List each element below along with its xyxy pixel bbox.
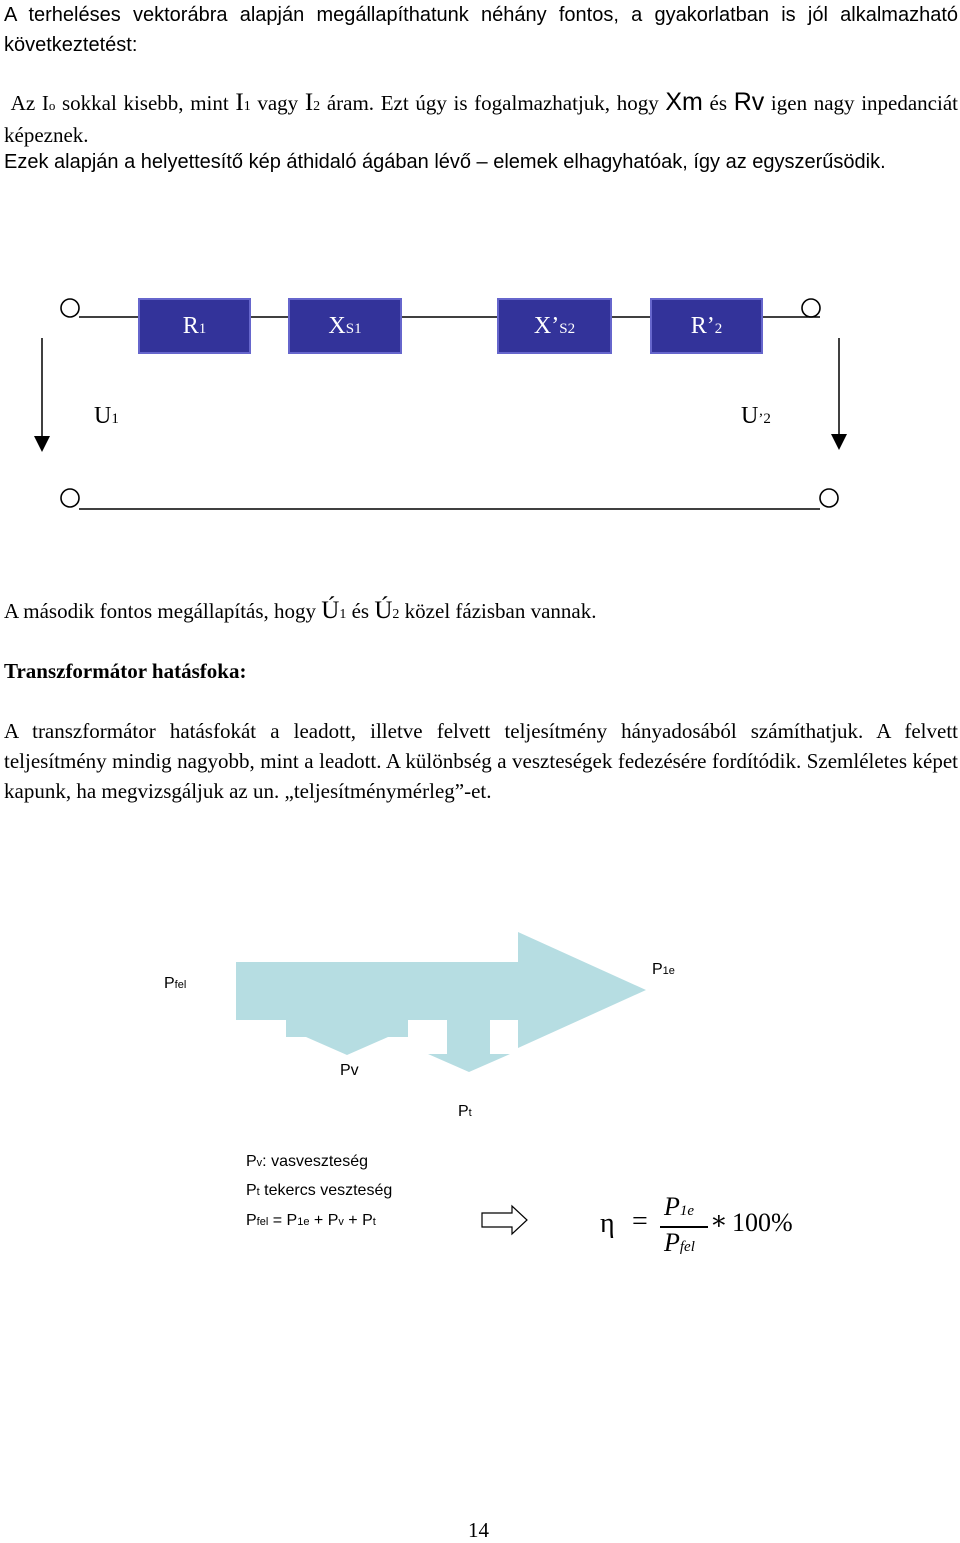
r2-label: R’ — [690, 312, 715, 339]
xs1-sub: S1 — [345, 320, 362, 337]
eq-part: = P — [268, 1212, 298, 1229]
text-segment: áram. Ezt úgy is fogalmazhatjuk, hogy — [320, 91, 666, 115]
text-segment: és — [346, 599, 375, 623]
efficiency-formula — [600, 1192, 820, 1272]
u1-sub: 1 — [111, 411, 119, 427]
r2-element — [650, 298, 763, 354]
u1-voltage-label — [94, 403, 119, 430]
io-label: Az I — [10, 91, 49, 115]
p1e-main: P — [652, 961, 663, 978]
eq-part: + P — [309, 1212, 339, 1229]
u1-phasor-sub: 1 — [339, 607, 347, 622]
u2-label: U — [741, 403, 759, 429]
terminal-top-right-icon — [802, 299, 820, 317]
eq-sub: t — [372, 1216, 376, 1228]
power-flow-arrow-icon — [236, 932, 646, 1072]
text-segment: közel fázisban vannak. — [399, 599, 597, 623]
equals-sign: = — [632, 1206, 648, 1237]
p1e-label — [652, 961, 675, 979]
legend-pv — [246, 1153, 368, 1171]
r2-sub: 2 — [714, 320, 723, 337]
eq-sub: fel — [256, 1216, 269, 1228]
pv-main: Pv — [340, 1062, 359, 1079]
i1-sub: 1 — [243, 99, 251, 114]
numerator-sub: 1e — [679, 1203, 695, 1219]
p1e-sub: 1e — [662, 965, 675, 977]
legend-pt — [246, 1182, 392, 1200]
pt-label — [458, 1103, 472, 1121]
legend-pt-main: P — [246, 1182, 257, 1199]
efficiency-paragraph: A transzformátor hatásfokát a leadott, illetve felvett teljesítmény hányadosából számíthatjuk. A felvett teljesítmény mindig nagyobb, mint a leadott. A különbség a veszteségek fedezésére fordítódik. Szemléletes képet kapunk, ha megvizsgáljuk az un. „teljesítménymérleg”-et. — [4, 719, 958, 803]
eq-sub: v — [338, 1216, 344, 1228]
text-segment: és — [702, 91, 734, 115]
u2-phasor: Ú — [374, 597, 393, 624]
r1-label: R — [182, 312, 199, 339]
denominator — [664, 1228, 695, 1258]
xs1-element — [288, 298, 402, 354]
eq-part: + P — [343, 1212, 373, 1229]
legend-pv-text: : vasveszteség — [262, 1153, 368, 1170]
text-segment: vagy — [250, 91, 305, 115]
legend-pfel-equation — [246, 1212, 376, 1230]
power-flow-diagram — [0, 920, 960, 1120]
xm-label: Xm — [665, 88, 703, 116]
terminal-bottom-right-icon — [820, 489, 838, 507]
intro-paragraph: A terheléses vektorábra alapján megállapíthatunk néhány fontos, a gyakorlatban is jól alkalmazható következtetést: — [4, 4, 958, 56]
r1-element — [138, 298, 251, 354]
rv-label: Rv — [733, 88, 765, 116]
terminal-top-left-icon — [61, 299, 79, 317]
legend-pv-sub: v — [256, 1157, 263, 1169]
denominator-sub: fel — [679, 1239, 695, 1255]
times-sign: ∗ — [710, 1206, 728, 1235]
current-paragraph — [4, 88, 958, 150]
xs2-sub: S2 — [559, 320, 576, 337]
legend-pv-main: P — [246, 1153, 257, 1170]
i2-sub: 2 — [313, 99, 321, 114]
xs1-label: X — [328, 312, 346, 339]
eq-part: P — [246, 1212, 257, 1229]
pfel-sub: fel — [174, 979, 187, 991]
xs2-label: X’ — [533, 312, 560, 339]
u1-label: U — [94, 403, 112, 429]
terminal-bottom-left-icon — [61, 489, 79, 507]
u2-phasor-sub: 2 — [392, 607, 400, 622]
phase-paragraph — [4, 596, 958, 630]
eq-sub: 1e — [297, 1216, 310, 1228]
u1-phasor: Ú — [321, 597, 340, 624]
legend-pt-sub: t — [256, 1186, 260, 1198]
pfel-label — [164, 975, 186, 993]
page-number: 14 — [468, 1518, 489, 1542]
denominator-main: P — [664, 1228, 680, 1257]
pt-sub: t — [468, 1107, 472, 1119]
percent-value: 100% — [732, 1208, 793, 1237]
pv-label — [340, 1062, 359, 1080]
pt-main: P — [458, 1103, 469, 1120]
i2-label: I — [304, 89, 314, 116]
legend-pt-text: tekercs veszteség — [259, 1182, 393, 1199]
numerator-main: P — [664, 1192, 680, 1221]
section-heading: Transzformátor hatásfoka: — [4, 659, 247, 683]
u2-voltage-label — [741, 403, 771, 430]
text-segment: A második fontos megállapítás, hogy — [4, 599, 322, 623]
xs2-element — [497, 298, 612, 354]
io-sub: o — [48, 98, 56, 113]
implies-arrow-icon — [480, 1204, 530, 1236]
eta-symbol: η — [600, 1208, 615, 1239]
pfel-main: P — [164, 975, 175, 992]
r1-sub: 1 — [198, 320, 207, 337]
numerator — [664, 1192, 694, 1222]
i1-label: I — [235, 89, 244, 116]
text-segment: igen nagy inpedanciát képeznek. — [4, 91, 958, 147]
text-segment: sokkal kisebb, mint — [55, 91, 236, 115]
simplification-paragraph: Ezek alapján a helyettesítő kép áthidaló ágában lévő – elemek elhagyhatóak, így az egyszerűsödik. — [4, 151, 886, 173]
u2-sub: ’2 — [758, 411, 771, 427]
